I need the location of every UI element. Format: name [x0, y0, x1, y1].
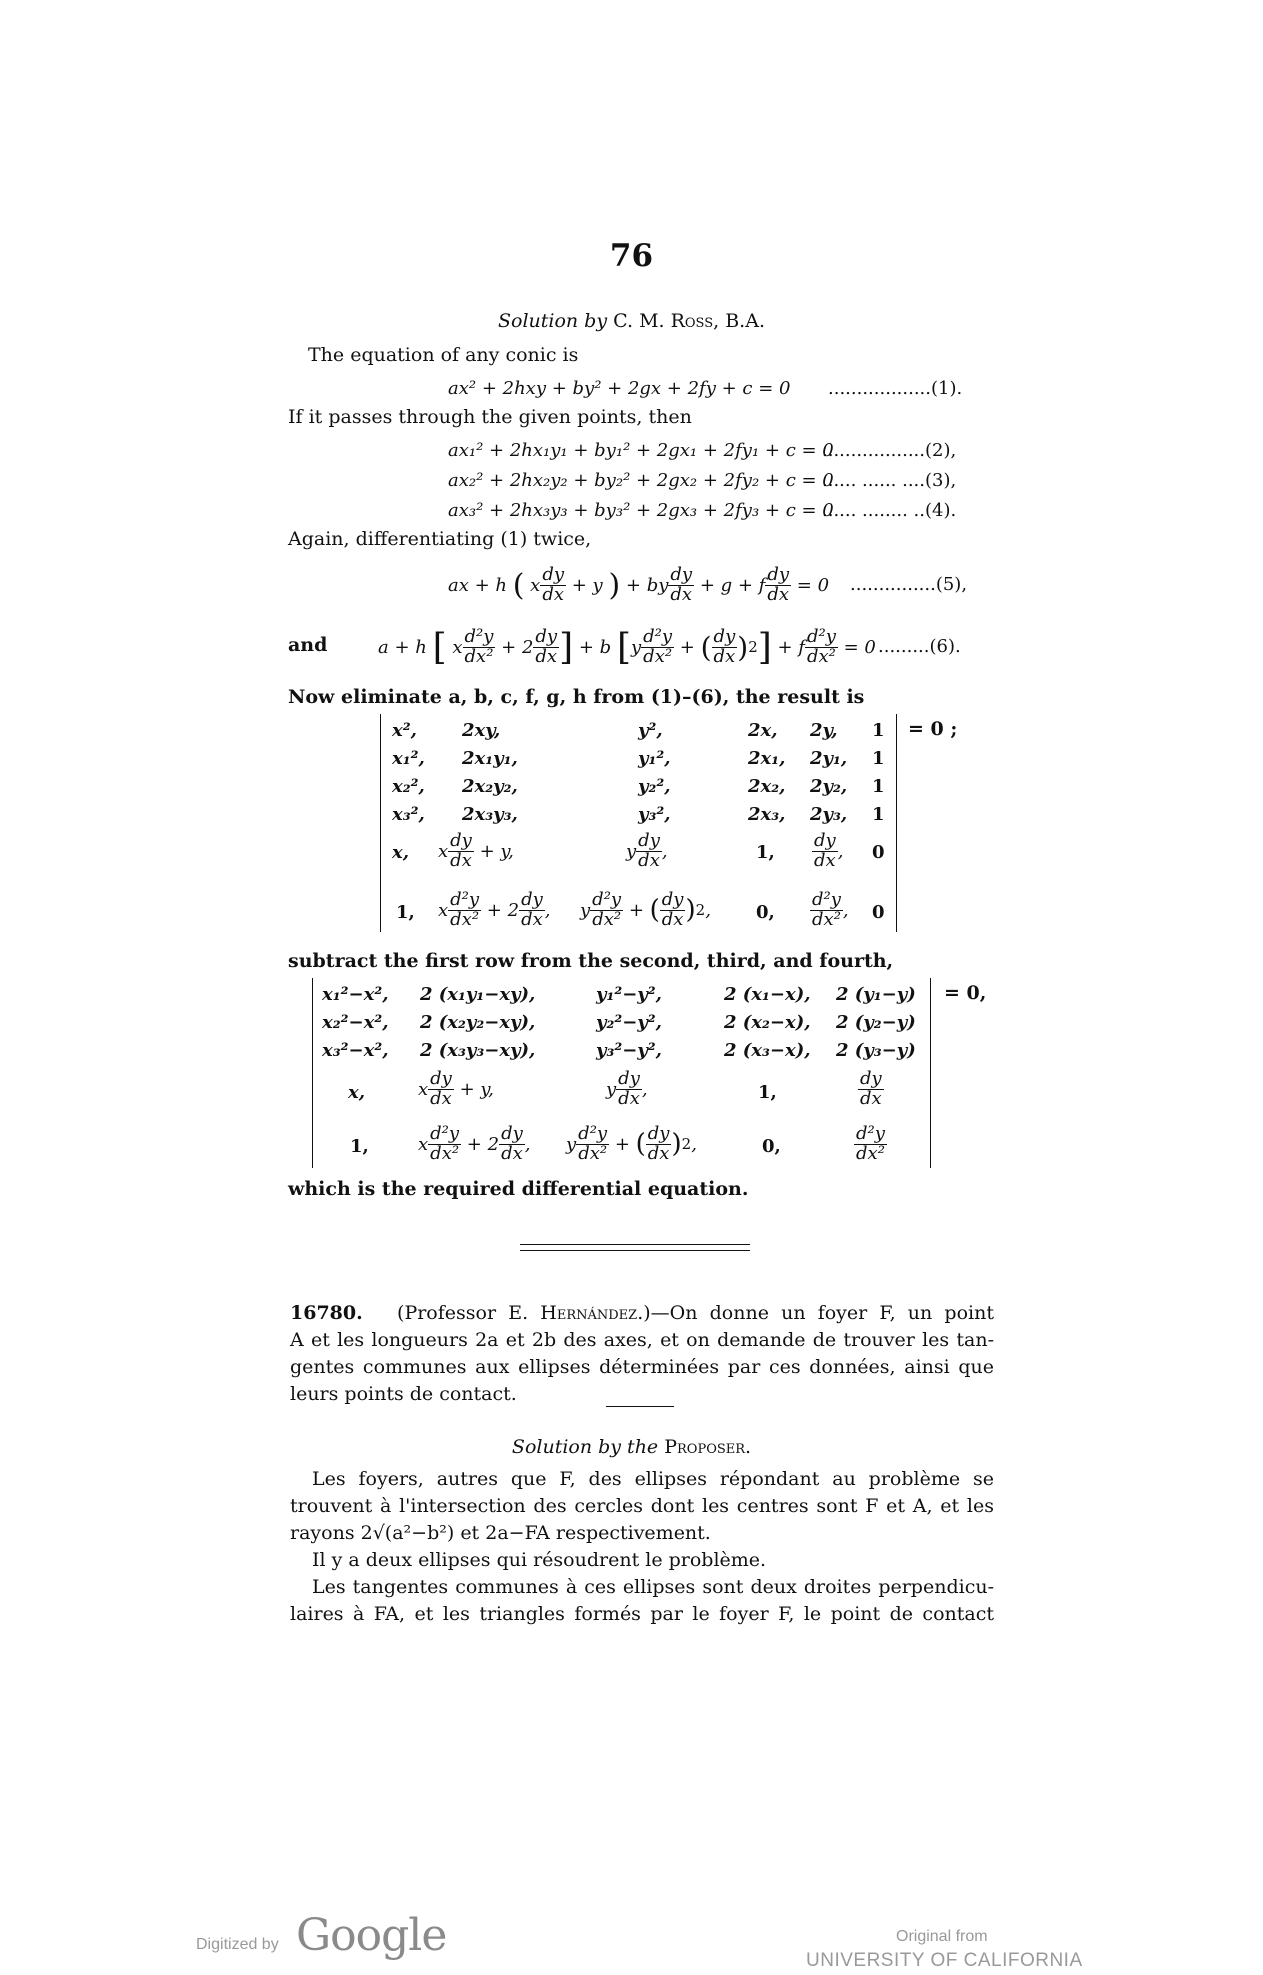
solution-2-author: Proposer. — [664, 1436, 752, 1458]
problem-text-3: gentes communes aux ellipses déterminées par ces données, ainsi que — [290, 1356, 994, 1378]
det2-cell: 2 (y₁−y) — [836, 984, 916, 1005]
equation-2: ax₁² + 2hx₁y₁ + by₁² + 2gx₁ + 2fy₁ + c = 0 — [448, 440, 834, 461]
det1-cell: 2y, — [810, 720, 838, 741]
solution-heading-prefix: Solution by — [497, 310, 608, 332]
det2-cell: $\frac{\text{d²y}}{\text{dx²}}$ — [856, 1122, 885, 1164]
equation-5-number: ...............(5), — [850, 574, 968, 595]
text-line-1: The equation of any conic is — [308, 344, 579, 366]
separator-rule-top — [520, 1244, 750, 1245]
det1-cell: 2y₁, — [810, 748, 848, 769]
det2-rhs: = 0, — [944, 982, 987, 1004]
solution-2-p1c: rayons 2√(a²−b²) et 2a−FA respectivement. — [290, 1522, 711, 1544]
det1-cell: x₁², — [392, 748, 425, 769]
det2-cell: x₃²−x², — [322, 1040, 389, 1061]
problem-text-1: .)—On donne un foyer F, un point — [637, 1302, 994, 1324]
text-line-2: If it passes through the given points, then — [288, 406, 692, 428]
det2-cell: 2 (x₃y₃−xy), — [420, 1040, 536, 1061]
det1-cell: 2x₂y₂, — [462, 776, 518, 797]
det1-right-bar — [896, 714, 897, 932]
det2-cell: 2 (x₃−x), — [724, 1040, 811, 1061]
det1-rhs: = 0 ; — [908, 718, 958, 740]
solution-2-heading — [0, 1438, 1263, 1457]
det2-cell: 2 (y₂−y) — [836, 1012, 916, 1033]
det1-cell: x₂², — [392, 776, 425, 797]
det2-cell: 0, — [762, 1136, 781, 1157]
text-line-3: Again, differentiating (1) twice, — [288, 528, 592, 550]
digitized-by-label: Digitized by — [196, 1936, 279, 1953]
equation-6-number: .........(6). — [878, 636, 961, 657]
det2-cell: x, — [348, 1082, 365, 1103]
det2-cell: 2 (x₁y₁−xy), — [420, 984, 536, 1005]
equation-1: ax² + 2hxy + by² + 2gx + 2fy + c = 0 — [448, 378, 791, 399]
det1-cell: y², — [638, 720, 663, 741]
det1-left-bar — [380, 714, 381, 932]
equation-6: a + h [ x $\frac{\text{d²y}}{\text{dx²}}$ + 2 $\frac{dy}{dx}$ ] + b [ y $\frac{\text{d²y}}{\text{dx²}}$ + ( $\frac{dy}{dx}$ ) 2 ] + f $\frac{\text{d²y}}{\text{dx²}}$ = 0 — [378, 625, 876, 668]
det1-cell: y $\frac{dy}{dx}$ , — [626, 829, 668, 871]
separator-rule-bottom — [520, 1250, 750, 1251]
det2-cell: y₃²−y², — [596, 1040, 662, 1061]
det1-cell: 0 — [872, 842, 885, 863]
det2-cell: x₁²−x², — [322, 984, 389, 1005]
det1-cell: 0 — [872, 902, 885, 923]
solution-2-p1b: trouvent à l'intersection des cercles dont les centres sont F et A, et les — [290, 1495, 994, 1517]
det1-cell: 2x, — [748, 720, 778, 741]
solution-2-body — [290, 1466, 994, 1628]
short-rule — [606, 1406, 674, 1407]
det1-cell: 2xy, — [462, 720, 501, 741]
det1-cell: $\frac{dy}{dx}$ , — [814, 829, 844, 871]
det1-cell: x, — [392, 842, 409, 863]
solution-2-p1a: Les foyers, autres que F, des ellipses répondant au problème se — [312, 1468, 994, 1490]
solution-2-heading-prefix: Solution by the — [511, 1436, 659, 1458]
det1-cell: $\frac{\text{d²y}}{\text{dx²}}$ , — [812, 888, 849, 930]
det1-cell: 2x₂, — [748, 776, 786, 797]
det1-cell: y₃², — [638, 804, 671, 825]
equation-5: ax + h ( x $\frac{dy}{dx}$ + y ) + by $\frac{dy}{dx}$ + g + f $\frac{dy}{dx}$ = 0 — [448, 563, 830, 605]
det1-cell: x₃², — [392, 804, 425, 825]
det2-cell: y $\frac{\text{d²y}}{\text{dx²}}$ + ( $\frac{dy}{dx}$ ) 2 , — [566, 1122, 697, 1164]
det1-cell: y₁², — [638, 748, 671, 769]
problem-number: 16780. — [290, 1302, 363, 1324]
text-line-4: Now eliminate a, b, c, f, g, h from (1)–(6), the result is — [288, 686, 865, 708]
det1-cell: x², — [392, 720, 417, 741]
solution-heading — [0, 312, 1263, 331]
det2-cell: 1, — [350, 1136, 369, 1157]
and-label: and — [288, 634, 328, 656]
det2-left-bar — [312, 978, 313, 1168]
det1-cell: 1 — [872, 776, 885, 797]
equation-2-number: ..................(2), — [822, 440, 957, 461]
det2-cell: y $\frac{dy}{dx}$ , — [606, 1067, 648, 1109]
det1-cell: 2x₃y₃, — [462, 804, 518, 825]
text-line-5: subtract the first row from the second, third, and fourth, — [288, 950, 894, 972]
problem-author-name: Hernández — [540, 1302, 638, 1324]
det1-cell: 2x₃, — [748, 804, 786, 825]
det1-cell: 1, — [756, 842, 775, 863]
solution-2-p3b: laires à FA, et les triangles formés par le foyer F, le point de contact — [290, 1603, 994, 1625]
det2-cell: 1, — [758, 1082, 777, 1103]
det1-cell: 1 — [872, 748, 885, 769]
solution-2-p2: Il y a deux ellipses qui résoudrent le problème. — [312, 1549, 767, 1571]
text-line-6: which is the required differential equation. — [288, 1178, 749, 1200]
det2-cell: 2 (x₂y₂−xy), — [420, 1012, 536, 1033]
det1-cell: y $\frac{\text{d²y}}{\text{dx²}}$ + ( $\frac{dy}{dx}$ ) 2 , — [580, 888, 711, 930]
problem-text-4: leurs points de contact. — [290, 1383, 517, 1405]
det1-cell: x $\frac{\text{d²y}}{\text{dx²}}$ + 2 $\frac{dy}{dx}$ , — [438, 888, 551, 930]
equation-3: ax₂² + 2hx₂y₂ + by₂² + 2gx₂ + 2fy₂ + c = 0 — [448, 470, 834, 491]
google-logo: Google — [296, 1910, 447, 1961]
det2-cell: $\frac{dy}{dx}$ — [860, 1067, 882, 1109]
det2-cell: 2 (x₁−x), — [724, 984, 811, 1005]
det1-cell: 2x₁, — [748, 748, 786, 769]
problem-author-open: (Professor E. — [397, 1302, 529, 1324]
det2-cell: y₁²−y², — [596, 984, 662, 1005]
solution-author: C. M. Ross, B.A. — [613, 310, 765, 332]
equation-4: ax₃² + 2hx₃y₃ + by₃² + 2gx₃ + 2fy₃ + c = 0 — [448, 500, 834, 521]
equation-4-number: ...... ........ ..(4). — [822, 500, 957, 521]
page-number: 76 — [609, 238, 654, 274]
det1-cell: 1, — [396, 902, 415, 923]
institution-label: UNIVERSITY OF CALIFORNIA — [806, 1950, 1083, 1971]
det2-cell: 2 (x₂−x), — [724, 1012, 811, 1033]
det1-cell: 2x₁y₁, — [462, 748, 518, 769]
det2-right-bar — [930, 978, 931, 1168]
det2-cell: y₂²−y², — [596, 1012, 662, 1033]
problem-text-2: A et les longueurs 2a et 2b des axes, et on demande de trouver les tan- — [290, 1329, 994, 1351]
det1-cell: 1 — [872, 804, 885, 825]
det2-cell: x $\frac{dy}{dx}$ + y, — [418, 1067, 494, 1109]
problem-statement — [290, 1300, 994, 1408]
equation-1-number: ..................(1). — [828, 378, 963, 399]
det1-cell: 2y₂, — [810, 776, 848, 797]
det1-cell: y₂², — [638, 776, 671, 797]
det1-cell: 1 — [872, 720, 885, 741]
solution-2-p3a: Les tangentes communes à ces ellipses sont deux droites perpendicu- — [312, 1576, 994, 1598]
det2-cell: 2 (y₃−y) — [836, 1040, 916, 1061]
det1-cell: 0, — [756, 902, 775, 923]
det2-cell: x $\frac{\text{d²y}}{\text{dx²}}$ + 2 $\frac{dy}{dx}$ , — [418, 1122, 531, 1164]
equation-3-number: ...... ...... ....(3), — [822, 470, 957, 491]
det1-cell: x $\frac{dy}{dx}$ + y, — [438, 829, 514, 871]
det2-cell: x₂²−x², — [322, 1012, 389, 1033]
original-from-label: Original from — [896, 1928, 988, 1945]
det1-cell: 2y₃, — [810, 804, 848, 825]
